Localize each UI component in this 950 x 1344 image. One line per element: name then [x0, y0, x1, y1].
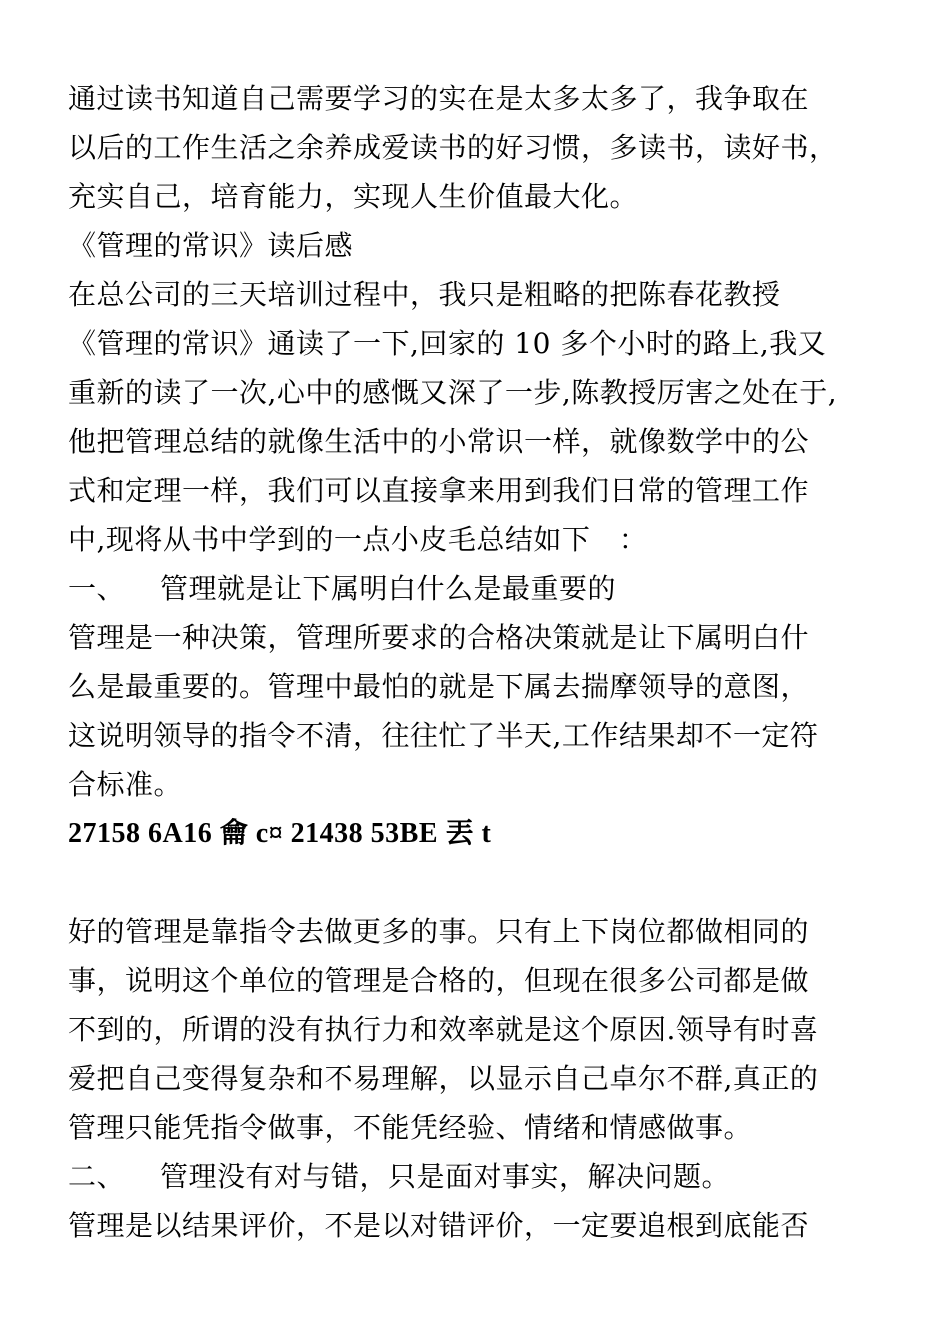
garbled-text-line: 27158 6A16 龠 c¤ 21438 53BE 丟 t: [68, 818, 492, 849]
text-line: 在总公司的三天培训过程中，我只是粗略的把陈春花教授: [68, 278, 781, 311]
text-line: 不到的，所谓的没有执行力和效率就是这个原因.领导有时喜: [68, 1013, 819, 1046]
text-line: 以后的工作生活之余养成爱读书的好习惯，多读书，读好书，: [68, 131, 838, 164]
section-number: 二、: [68, 1160, 126, 1193]
text-line: 《管理的常识》通读了一下,回家的 10 多个小时的路上,我又: [68, 327, 827, 360]
section-number: 一、: [68, 572, 126, 605]
paragraph-decision: [68, 613, 890, 809]
text-line: 好的管理是靠指令去做更多的事。只有上下岗位都做相同的: [68, 915, 810, 948]
paragraph-results: [68, 1201, 890, 1250]
text-line: 管理只能凭指令做事，不能凭经验、情绪和情感做事。: [68, 1111, 753, 1144]
paragraph-intro: [68, 74, 890, 221]
text-line: 合标准。: [68, 768, 183, 801]
paragraph-training: [68, 270, 890, 564]
text-line: 重新的读了一次,心中的感慨又深了一步,陈教授厉害之处在于,: [68, 376, 838, 409]
section-heading-2: [68, 1152, 890, 1201]
section-heading-text: 管理没有对与错，只是面对事实，解决问题。: [160, 1160, 731, 1193]
blank-line: [68, 858, 890, 907]
text-line: 管理是一种决策，管理所要求的合格决策就是让下属明白什: [68, 621, 810, 654]
text-line: 他把管理总结的就像生活中的小常识一样，就像数学中的公: [68, 425, 810, 458]
text-line: 事，说明这个单位的管理是合格的，但现在很多公司都是做: [68, 964, 810, 997]
section-heading-1: [68, 564, 890, 613]
text-line: 这说明领导的指令不清，往往忙了半天,工作结果却不一定符: [68, 719, 819, 752]
text-line: 中,现将从书中学到的一点小皮毛总结如下 ：: [68, 523, 648, 556]
text-line: 式和定理一样，我们可以直接拿来用到我们日常的管理工作: [68, 474, 810, 507]
section-heading-text: 管理就是让下属明白什么是最重要的: [160, 572, 617, 605]
document-title: 《管理的常识》读后感: [68, 229, 354, 262]
text-line: 么是最重要的。管理中最怕的就是下属去揣摩领导的意图，: [68, 670, 810, 703]
text-line: 管理是以结果评价，不是以对错评价，一定要追根到底能否: [68, 1209, 810, 1242]
paragraph-good-management: [68, 907, 890, 1152]
text-line: 爱把自己变得复杂和不易理解，以显示自己卓尔不群,真正的: [68, 1062, 819, 1095]
text-line: 通过读书知道自己需要学习的实在是太多太多了，我争取在: [68, 82, 810, 115]
text-line: 充实自己，培育能力，实现人生价值最大化。: [68, 180, 639, 213]
